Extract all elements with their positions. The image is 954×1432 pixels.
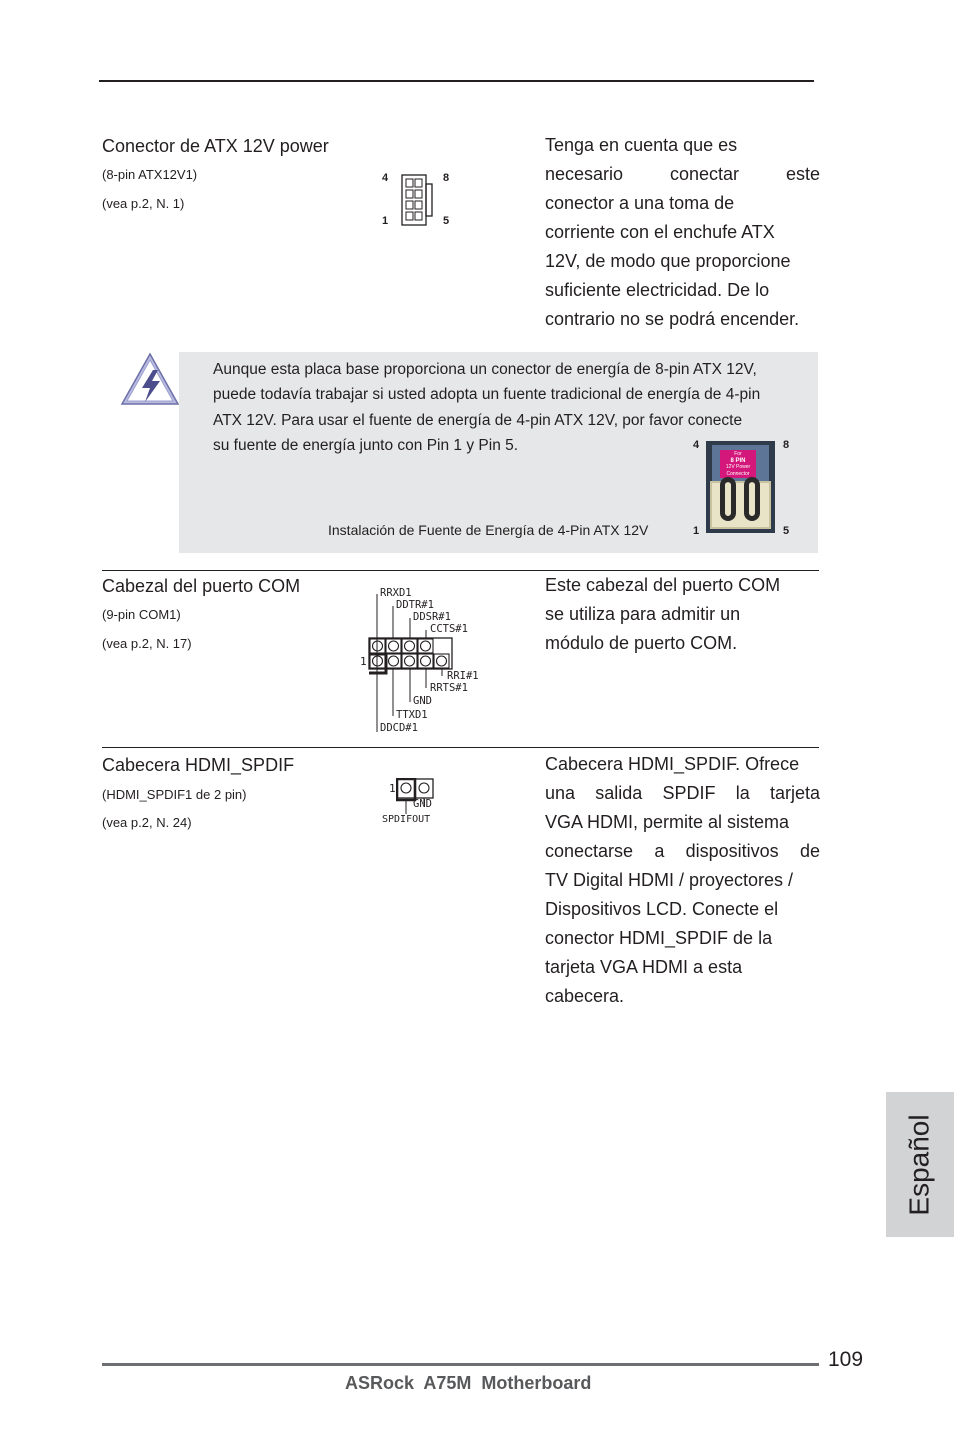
photo-pin-label-5: 5 xyxy=(783,525,790,537)
atx-pin-label-4: 4 xyxy=(382,172,389,184)
photo-pin-label-1: 1 xyxy=(693,525,700,537)
warning-icon xyxy=(118,348,182,410)
photo-pin-label-4: 4 xyxy=(693,439,700,451)
note-line: Aunque esta placa base proporciona un conector de energía de 8-pin ATX 12V, xyxy=(213,361,757,378)
photo-wire xyxy=(744,477,760,521)
note-line: ATX 12V. Para usar el fuente de energía de 4-pin ATX 12V, por favor conecte xyxy=(213,411,743,429)
com-pin-rrts1: RRTS#1 xyxy=(430,682,468,694)
note-line: puede todavía trabajar si usted adopta un fuente tradicional de energía de 4-pin xyxy=(213,386,761,404)
com-description xyxy=(545,571,820,658)
com-subtitle-pin: (9-pin COM1) xyxy=(102,607,181,622)
com-desc-line: módulo de puerto COM. xyxy=(545,633,738,653)
connector-photo xyxy=(706,441,775,533)
page-number: 109 xyxy=(828,1348,864,1371)
hdmi-description xyxy=(545,750,820,1011)
hdmi-subtitle-pin: (HDMI_SPDIF1 de 2 pin) xyxy=(102,787,247,802)
photo-label-line: 8 PIN xyxy=(730,457,746,464)
hdmi-desc-line: TV Digital HDMI / proyectores / xyxy=(545,870,794,890)
footer-text: ASRock A75M Motherboard xyxy=(345,1373,592,1393)
atx-subtitle-pin: (8-pin ATX12V1) xyxy=(102,167,198,182)
hdmi-desc-line: tarjeta VGA HDMI a esta xyxy=(545,957,743,977)
note-caption: Instalación de Fuente de Energía de 4-Pin ATX 12V xyxy=(328,522,649,538)
hdmi-desc-line: Cabecera HDMI_SPDIF. Ofrece xyxy=(545,754,800,774)
photo-label-sticker xyxy=(720,450,756,478)
note-line: su fuente de energía junto con Pin 1 y Pin 5. xyxy=(213,436,519,454)
note-text xyxy=(213,357,760,458)
hdmi-desc-line: Dispositivos LCD. Conecte el xyxy=(545,899,779,919)
hdmi-desc-line: una salida SPDIF la tarjeta xyxy=(545,783,820,803)
com-desc-line: se utiliza para admitir un xyxy=(545,604,741,624)
atx-desc-line: contrario no se podrá encender. xyxy=(545,309,800,329)
hdmi-pin-one: 1 xyxy=(389,782,396,795)
com-pin-gnd: GND xyxy=(413,695,432,707)
atx-description xyxy=(545,131,820,334)
hdmi-desc-line: conectarse a dispositivos de xyxy=(545,841,820,861)
com-pin-ccts1: CCTS#1 xyxy=(430,623,468,635)
com-pin-ddsr1: DDSR#1 xyxy=(413,611,451,623)
com-pin-rrxd1: RRXD1 xyxy=(380,587,412,599)
atx-pin-label-5: 5 xyxy=(443,215,450,227)
footer-rule xyxy=(102,1363,819,1366)
hdmi-desc-line: conector HDMI_SPDIF de la xyxy=(545,928,773,948)
hdmi-top-rule xyxy=(102,747,819,748)
hdmi-pin-spdifout: SPDIFOUT xyxy=(382,814,431,825)
com-pin-ddtr1: DDTR#1 xyxy=(396,599,434,611)
atx-desc-line: suficiente electricidad. De lo xyxy=(545,280,770,300)
photo-label-line: For xyxy=(734,451,742,457)
atx-subtitle-ref: (vea p.2, N. 1) xyxy=(102,196,185,211)
com-desc-line: Este cabezal del puerto COM xyxy=(545,575,781,595)
com-pin-ttxd1: TTXD1 xyxy=(396,709,428,721)
photo-label-line: Connector xyxy=(726,470,750,477)
atx-pin-label-8: 8 xyxy=(443,172,450,184)
atx-desc-line: necesario conectar este xyxy=(545,164,820,184)
hdmi-desc-line: VGA HDMI, permite al sistema xyxy=(545,812,790,832)
com-pin-rri1: RRI#1 xyxy=(447,670,479,682)
atx-desc-line: conector a una toma de xyxy=(545,193,735,213)
hdmi-subtitle-ref: (vea p.2, N. 24) xyxy=(102,815,192,830)
atx-desc-line: corriente con el enchufe ATX xyxy=(545,222,775,242)
atx-desc-line: Tenga en cuenta que es xyxy=(545,135,738,155)
atx-pin-label-1: 1 xyxy=(382,215,389,227)
photo-pin-label-8: 8 xyxy=(783,439,790,451)
language-tab-label xyxy=(886,1092,954,1237)
com-title: Cabezal del puerto COM xyxy=(102,576,301,596)
language-tab xyxy=(886,1092,954,1237)
atx-desc-line: 12V, de modo que proporcione xyxy=(545,251,791,271)
atx-title: Conector de ATX 12V power xyxy=(102,136,329,156)
hdmi-title: Cabecera HDMI_SPDIF xyxy=(102,755,295,775)
com-pin-one: 1 xyxy=(360,655,367,668)
language-tab-text: Español xyxy=(904,1113,935,1216)
com-pin-ddcd1: DDCD#1 xyxy=(380,722,418,734)
hdmi-pin-gnd: GND xyxy=(413,798,432,810)
photo-label-line: 12V Power xyxy=(725,464,751,470)
atx-connector-icon xyxy=(398,172,438,228)
top-rule xyxy=(99,80,814,82)
hdmi-desc-line: cabecera. xyxy=(545,986,625,1006)
photo-wire xyxy=(720,477,736,521)
com-subtitle-ref: (vea p.2, N. 17) xyxy=(102,636,192,651)
